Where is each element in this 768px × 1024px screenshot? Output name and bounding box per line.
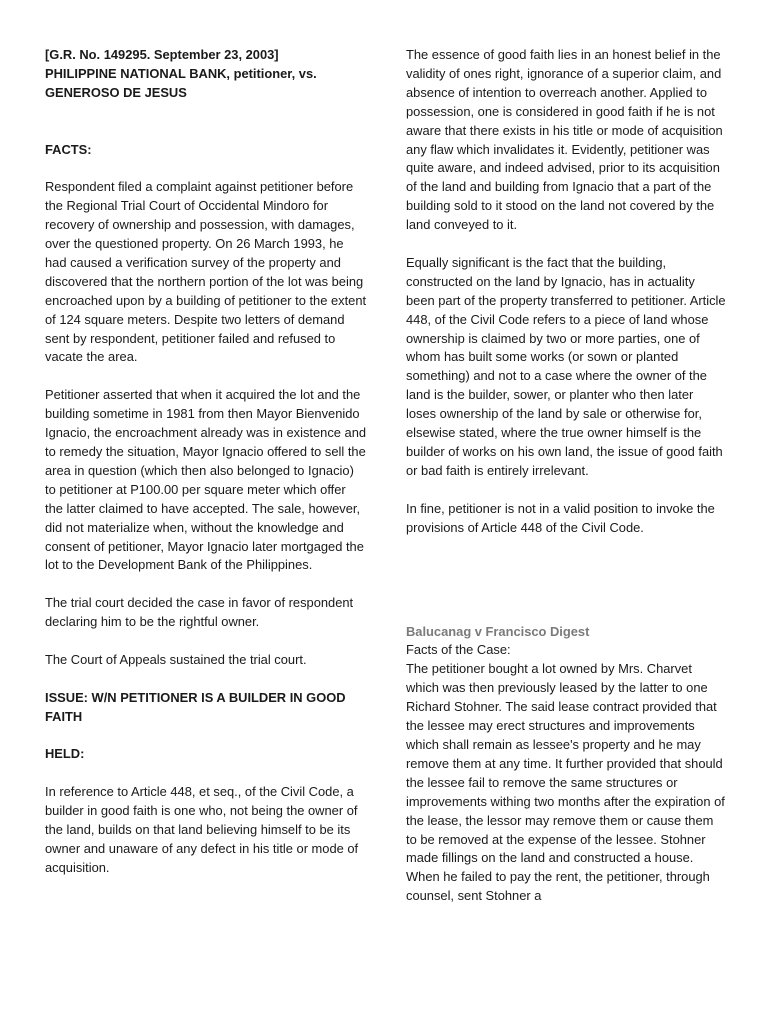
held-paragraph-3: Equally significant is the fact that the building, constructed on the land by Ignacio, has in actuality been part of the property transferred to petitioner. Article 448, of the Civil Code refers to a piece of land whose ownership is claimed by two or more parties, one of whom has built some works (or sown or planted something) and not to a case where the owner of the land is the builder, sower, or planter who then later loses ownership of the land by sale or otherwise for, elsewise stated, where the true owner himself is the builder of works on his own land, the issue of good faith or bad faith is entirely irrelevant. bbox=[406, 254, 726, 478]
left-column bbox=[45, 46, 367, 878]
case-citation: [G.R. No. 149295. September 23, 2003] bbox=[45, 47, 279, 62]
facts-paragraph-4: The Court of Appeals sustained the trial court. bbox=[45, 651, 307, 667]
case-parties-line2: GENEROSO DE JESUS bbox=[45, 84, 187, 100]
facts-paragraph-2: Petitioner asserted that when it acquired the lot and the building sometime in 1981 from then Mayor Bienvenido Ignacio, the encroachment already was in existence and to remedy the situation, Mayor Ignacio offered to sell the area in question (which then also belonged to Ignacio) to petitioner at P100.00 per square meter which offer the latter claimed to have accepted. The sale, however, did not materialize when, without the knowledge and consent of petitioner, Mayor Ignacio later mortgaged the lot to the Development Bank of the Philippines. bbox=[45, 387, 367, 573]
held-heading: HELD: bbox=[45, 746, 85, 762]
digest-subtitle: Facts of the Case: bbox=[406, 642, 511, 658]
facts-paragraph-3: The trial court decided the case in favor of respondent declaring him to be the rightful owner. bbox=[45, 595, 354, 630]
facts-heading: FACTS: bbox=[45, 141, 92, 157]
digest-title: Balucanag v Francisco Digest bbox=[406, 623, 590, 639]
facts-paragraph-1: Respondent filed a complaint against petitioner before the Regional Trial Court of Occidental Mindoro for recovery of ownership and possession, with damages, over the questioned property. On 26 March 1993, he had caused a verification survey of the property and discovered that the northern portion of the lot was being encroached upon by a building of petitioner to the extent of 124 square meters. Despite two letters of demand sent by respondent, petitioner failed and refused to vacate the area. bbox=[45, 179, 367, 365]
held-paragraph-2: The essence of good faith lies in an honest belief in the validity of ones right, ignorance of a superior claim, and absence of intention to overreach another. Applied to possession, one is considered in good faith if he is not aware that there exists in his title or mode of acquisition any flaw which invalidates it. Evidently, petitioner was quite aware, and indeed advised, prior to its acquisition of the land and building from Ignacio that a part of the building sold to it stood on the land not covered by the land conveyed to it. bbox=[406, 47, 723, 233]
held-paragraph-4: In fine, petitioner is not in a valid position to invoke the provisions of Article 448 of the Civil Code. bbox=[406, 500, 715, 535]
digest-paragraph-1: The petitioner bought a lot owned by Mrs. Charvet which was then previously leased by the latter to one Richard Stohner. The said lease contract provided that the lessee may erect structures and improvements which shall remain as lessee's property and he may remove them at any time. It further provided that should the lessee fail to remove the same structures or improvements withing two months after the expiration of the lease, the lessor may remove them or cause them to be removed at the expense of the lessee. Stohner made fillings on the land and constructed a house. When he failed to pay the rent, the petitioner, through counsel, sent Stohner a bbox=[406, 661, 725, 904]
held-paragraph-1: In reference to Article 448, et seq., of the Civil Code, a builder in good faith is one who, not being the owner of the land, builds on that land believing himself to be its owner and unaware of any defect in his title or mode of acquisition. bbox=[45, 784, 359, 875]
issue-heading: ISSUE: W/N PETITIONER IS A BUILDER IN GOOD FAITH bbox=[45, 689, 346, 724]
right-column bbox=[406, 46, 726, 906]
case-parties-line1: PHILIPPINE NATIONAL BANK, petitioner, vs. bbox=[45, 65, 317, 81]
